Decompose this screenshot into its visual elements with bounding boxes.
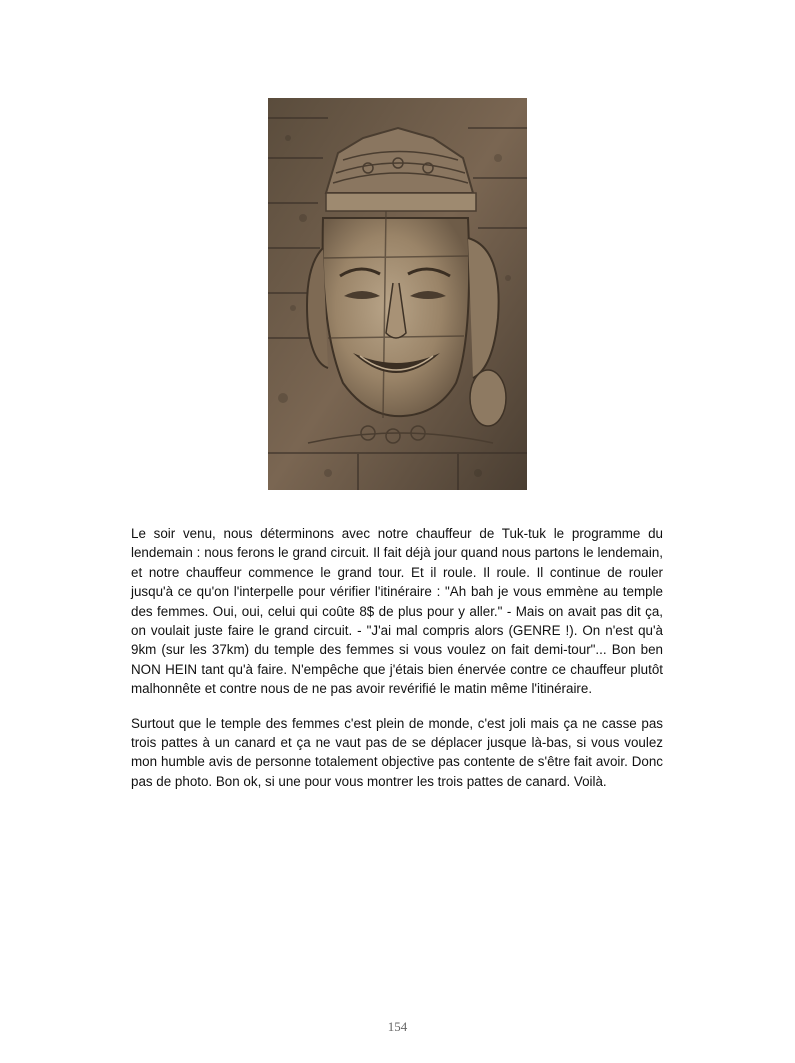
paragraph-1: Le soir venu, nous déterminons avec notre chauffeur de Tuk-tuk le programme du lendemain : nous ferons le grand circuit. Il fait déjà jour quand nous partons le lendemain, et notre chauffeur commence le grand tour. Et il roule. Il roule. Il continue de rouler jusqu'à ce qu'on l'interpelle pour vérifier l'itinéraire : "Ah bah je vous emmène au temple des femmes. Oui, oui, celui qui coûte 8$ de plus pour y aller." - Mais on avait pas dit ça, on voulait juste faire le grand circuit. - "J'ai mal compris alors (GENRE !). On n'est qu'à 9km (sur les 37km) du temple des femmes si vous voulez on fait demi-tour"... Bon ben NON HEIN tant qu'à faire. N'empêche que j'étais bien énervée contre ce chauffeur plutôt malhonnête et contre nous de ne pas avoir revérifié le matin même l'itinéraire. bbox=[131, 526, 663, 697]
body-text bbox=[131, 524, 663, 806]
stone-face-photo bbox=[268, 98, 527, 490]
page-number: 154 bbox=[387, 1019, 408, 1034]
stone-face-photo-icon bbox=[268, 98, 527, 490]
paragraph-2: Surtout que le temple des femmes c'est plein de monde, c'est joli mais ça ne casse pas trois pattes à un canard et ça ne vaut pas de se déplacer jusque là-bas, si vous voulez mon humble avis de personne totalement objective pas contente de s'être fait avoir. Donc pas de photo. Bon ok, si une pour vous montrer les trois pattes de canard. Voilà. bbox=[131, 715, 663, 789]
